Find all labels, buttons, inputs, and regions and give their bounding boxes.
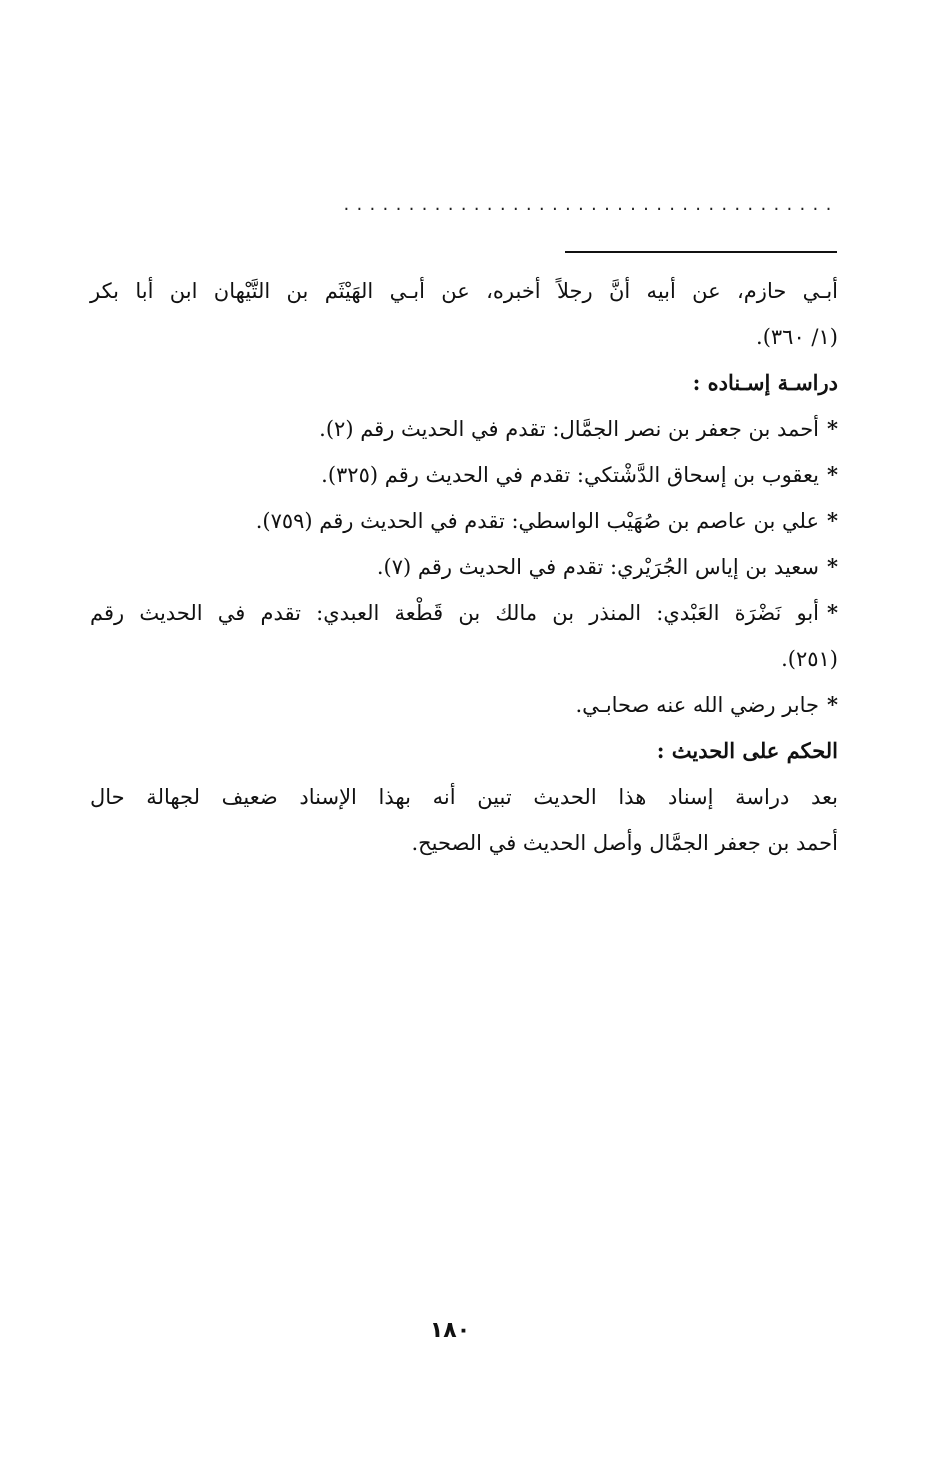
narrator-text: جابر رضي الله عنه صحابـي. <box>575 693 820 717</box>
bullet-star-icon: * <box>827 416 838 441</box>
isnad-study-heading: دراسـة إسـناده : <box>692 370 838 395</box>
bullet-star-icon: * <box>827 692 838 717</box>
narrator-item-3 <box>90 498 838 544</box>
bullet-star-icon: * <box>827 462 838 487</box>
footnote-rule <box>565 251 837 253</box>
narrator-item-4 <box>90 544 838 590</box>
narrator-item-2 <box>90 452 838 498</box>
narrator-text: سعيد بن إياس الجُرَيْري: تقدم في الحديث رقم (٧). <box>376 555 820 579</box>
narrator-item-5 <box>90 590 838 636</box>
footnote-line-2: (١/ ٣٦٠). <box>756 325 838 349</box>
page-number: ١٨٠ <box>429 1318 471 1343</box>
bullet-star-icon: * <box>827 554 838 579</box>
narrator-item-6 <box>90 682 838 728</box>
ruling-line-1: بعد دراسة إسناد هذا الحديث تبين أنه بهذا الإسناد ضعيف لجهالة حال <box>90 785 838 809</box>
bullet-star-icon: * <box>827 600 838 625</box>
narrator-item-5-continuation: (٢٥١). <box>781 647 838 671</box>
narrator-text: أحمد بن جعفر بن نصر الجمَّال: تقدم في الحديث رقم (٢). <box>319 417 820 441</box>
narrator-text: أبو نَضْرَة العَبْدي: المنذر بن مالك بن قَطْعة العبدي: تقدم في الحديث رقم <box>90 601 820 625</box>
narrator-text: يعقوب بن إسحاق الدَّشْتكي: تقدم في الحديث رقم (٣٢٥). <box>321 463 820 487</box>
footnote-line-1: أبـي حازم، عن أبيه أنَّ رجلاً أخبره، عن أبـي الهَيْثَم بن التَّيْهان ابن أبا بكر <box>90 279 838 303</box>
ruling-heading: الحكم على الحديث : <box>656 738 838 763</box>
bullet-star-icon: * <box>827 508 838 533</box>
narrator-item-1 <box>90 406 838 452</box>
page-content <box>90 268 838 866</box>
dotted-separator: ...................................... <box>341 197 837 213</box>
narrator-text: علي بن عاصم بن صُهَيْب الواسطي: تقدم في الحديث رقم (٧٥٩). <box>255 509 820 533</box>
ruling-line-2: أحمد بن جعفر الجمَّال وأصل الحديث في الصحيح. <box>411 831 838 855</box>
